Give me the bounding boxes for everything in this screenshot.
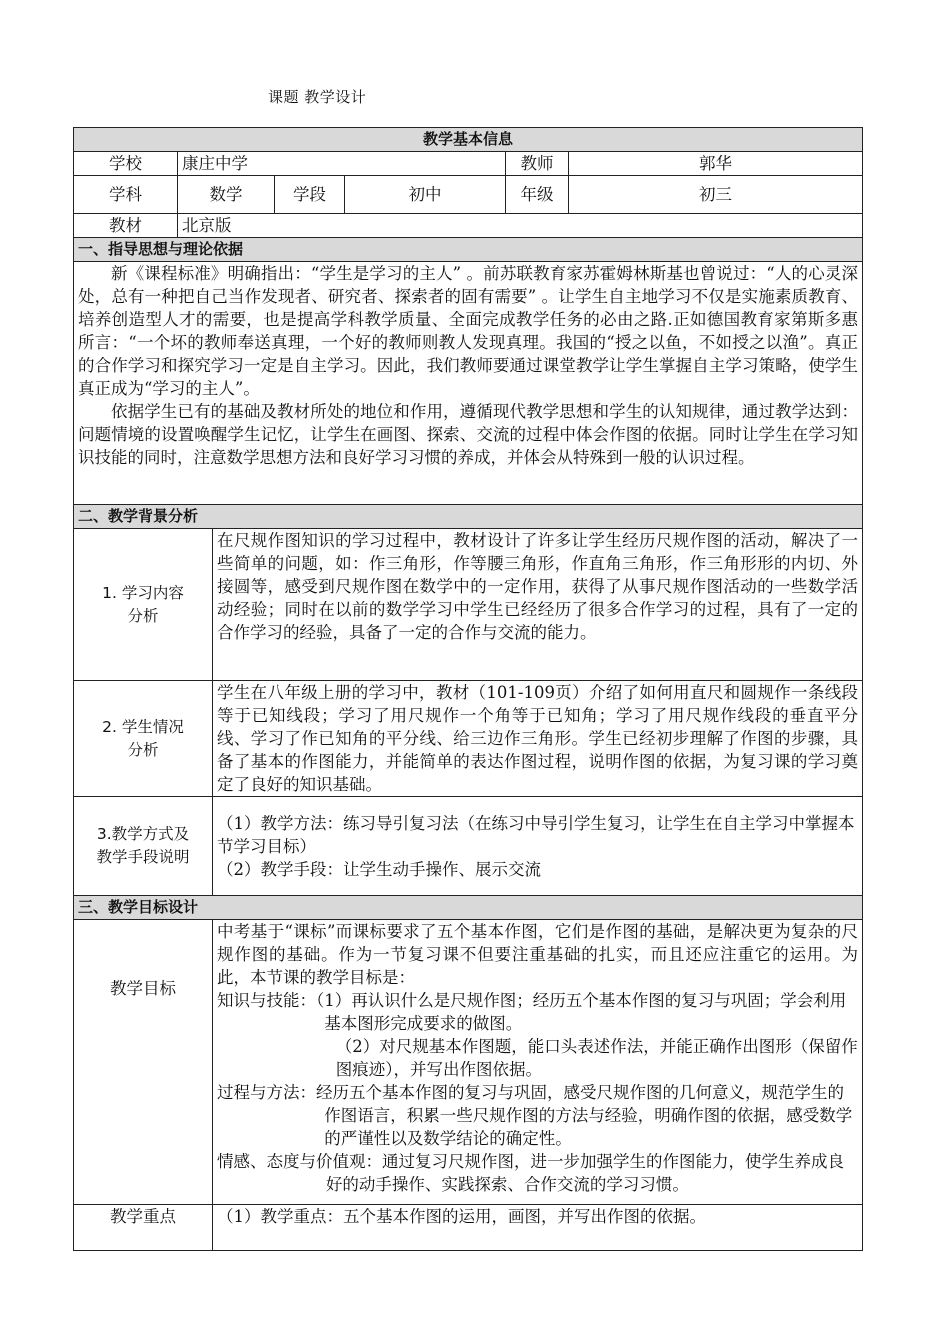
key-point-label: 教学重点 [74, 1205, 213, 1251]
student-analysis-text [213, 681, 863, 797]
goal-process: 过程与方法：经历五个基本作图的复习与巩固，感受尺规作图的几何意义，规范学生的作图语言，积累一些尺规作图的方法与经验，明确作图的依据，感受数学的严谨性以及数学结论的确定性。 [217, 1083, 853, 1148]
grade-value: 初三 [569, 176, 863, 214]
teacher-value: 郭华 [569, 152, 863, 176]
goal-knowledge-2: （2）对尺规基本作图题，能口头表述作法，并能正确作出图形（保留作图痕迹），并写出作图依据。 [335, 1037, 858, 1079]
stage-label: 学段 [275, 176, 345, 214]
subject-value: 数学 [178, 176, 275, 214]
content-analysis-label-line1: 1. 学习内容 [102, 583, 184, 602]
goal-label: 教学目标 [74, 920, 213, 1205]
section2-header: 二、教学背景分析 [74, 505, 863, 529]
section1-header: 一、指导思想与理论依据 [74, 238, 863, 262]
school-label: 学校 [74, 152, 178, 176]
school-value: 康庄中学 [178, 152, 506, 176]
content-analysis-label [74, 529, 213, 681]
textbook-label: 教材 [74, 214, 178, 238]
student-analysis-label-line2: 分析 [127, 740, 159, 759]
grade-label: 年级 [506, 176, 569, 214]
teaching-method-label [74, 797, 213, 896]
basic-info-header: 教学基本信息 [74, 128, 863, 152]
guiding-ideas-paragraph-1: 新《课程标准》明确指出：“学生是学习的主人” 。前苏联教育家苏霍姆林斯基也曾说过：“人的心灵深处，总有一种把自己当作发现者、研究者、探索者的固有需要” 。让学生自主地学习不仅是实施素质教育、培养创造型人才的需要，也是提高学科教学质量、全面完成教学任务的必由之路.正如德国教育家第斯多惠所言：“一个坏的教师奉送真理，一个好的教师则教人发现真理。我国的“授之以鱼，不如授之以渔”。真正的合作学习和探究学习一定是自主学习。因此，我们教师要通过课堂教学让学生掌握自主学习策略，使学生真正成为“学习的主人”。 [78, 264, 859, 398]
goal-text [213, 920, 863, 1205]
student-analysis-label-line1: 2. 学生情况 [102, 717, 184, 736]
guiding-ideas-cell [74, 262, 863, 505]
teacher-label: 教师 [506, 152, 569, 176]
key-point-text: （1）教学重点：五个基本作图的运用，画图，并写出作图的依据。 [213, 1205, 863, 1251]
goal-intro: 中考基于“课标”而课标要求了五个基本作图，它们是作图的基础，是解决更为复杂的尺规作图的基础。作为一节复习课不但要注重基础的扎实，而且还应注重它的运用。为此，本节课的教学目标是： [217, 922, 859, 987]
section3-header: 三、教学目标设计 [74, 896, 863, 920]
teaching-method-line-1: （1）教学方法：练习导引复习法（在练习中导引学生复习，让学生在自主学习中掌握本节学习目标） [217, 813, 855, 856]
guiding-ideas-paragraph-2: 依据学生已有的基础及教材所处的地位和作用，遵循现代教学思想和学生的认知规律，通过教学达到：问题情境的设置唤醒学生记忆，让学生在画图、探索、交流的过程中体会作图的依据。同时让学生在学习知识技能的同时，注意数学思想方法和良好学习习惯的养成，并体会从特殊到一般的认识过程。 [78, 402, 859, 467]
stage-value: 初中 [345, 176, 506, 214]
document-title: 课题 教学设计 [268, 88, 367, 106]
goal-knowledge-1: 知识与技能：（1）再认识什么是尺规作图；经历五个基本作图的复习与巩固；学会利用基本图形完成要求的做图。 [217, 991, 847, 1033]
content-analysis-label-line2: 分析 [127, 606, 159, 625]
content-analysis-text [213, 529, 863, 681]
subject-label: 学科 [74, 176, 178, 214]
student-analysis-label [74, 681, 213, 797]
lesson-plan-table [73, 127, 863, 1251]
student-analysis-paragraph: 学生在八年级上册的学习中，教材（101-109页）介绍了如何用直尺和圆规作一条线段等于已知线段；学习了用尺规作一个角等于已知角；学习了用尺规作线段的垂直平分线、学习了作已知角的平分线、给三边作三角形。学生已经初步理解了作图的步骤，具备了基本的作图能力，并能简单的表达作图过程，说明作图的依据，为复习课的学习奠定了良好的知识基础。 [217, 683, 859, 794]
content-analysis-paragraph: 在尺规作图知识的学习过程中，教材设计了许多让学生经历尺规作图的活动，解决了一些简单的问题，如：作三角形，作等腰三角形，作直角三角形，作三角形形的内切、外接圆等，感受到尺规作图在数学中的一定作用，获得了从事尺规作图活动的一些数学活动经验；同时在以前的数学学习中学生已经经历了很多合作学习的过程，具有了一定的合作学习的经验，具备了一定的合作与交流的能力。 [217, 531, 859, 642]
teaching-method-text [213, 797, 863, 896]
teaching-method-label-line2: 教学手段说明 [96, 848, 190, 866]
teaching-method-line-2: （2）教学手段：让学生动手操作、展示交流 [217, 859, 541, 879]
goal-emotion: 情感、态度与价值观：通过复习尺规作图，进一步加强学生的作图能力，使学生养成良好的动手操作、实践探索、合作交流的学习习惯。 [217, 1152, 844, 1194]
teaching-method-label-line1: 3.教学方式及 [96, 825, 190, 843]
textbook-value: 北京版 [178, 214, 863, 238]
